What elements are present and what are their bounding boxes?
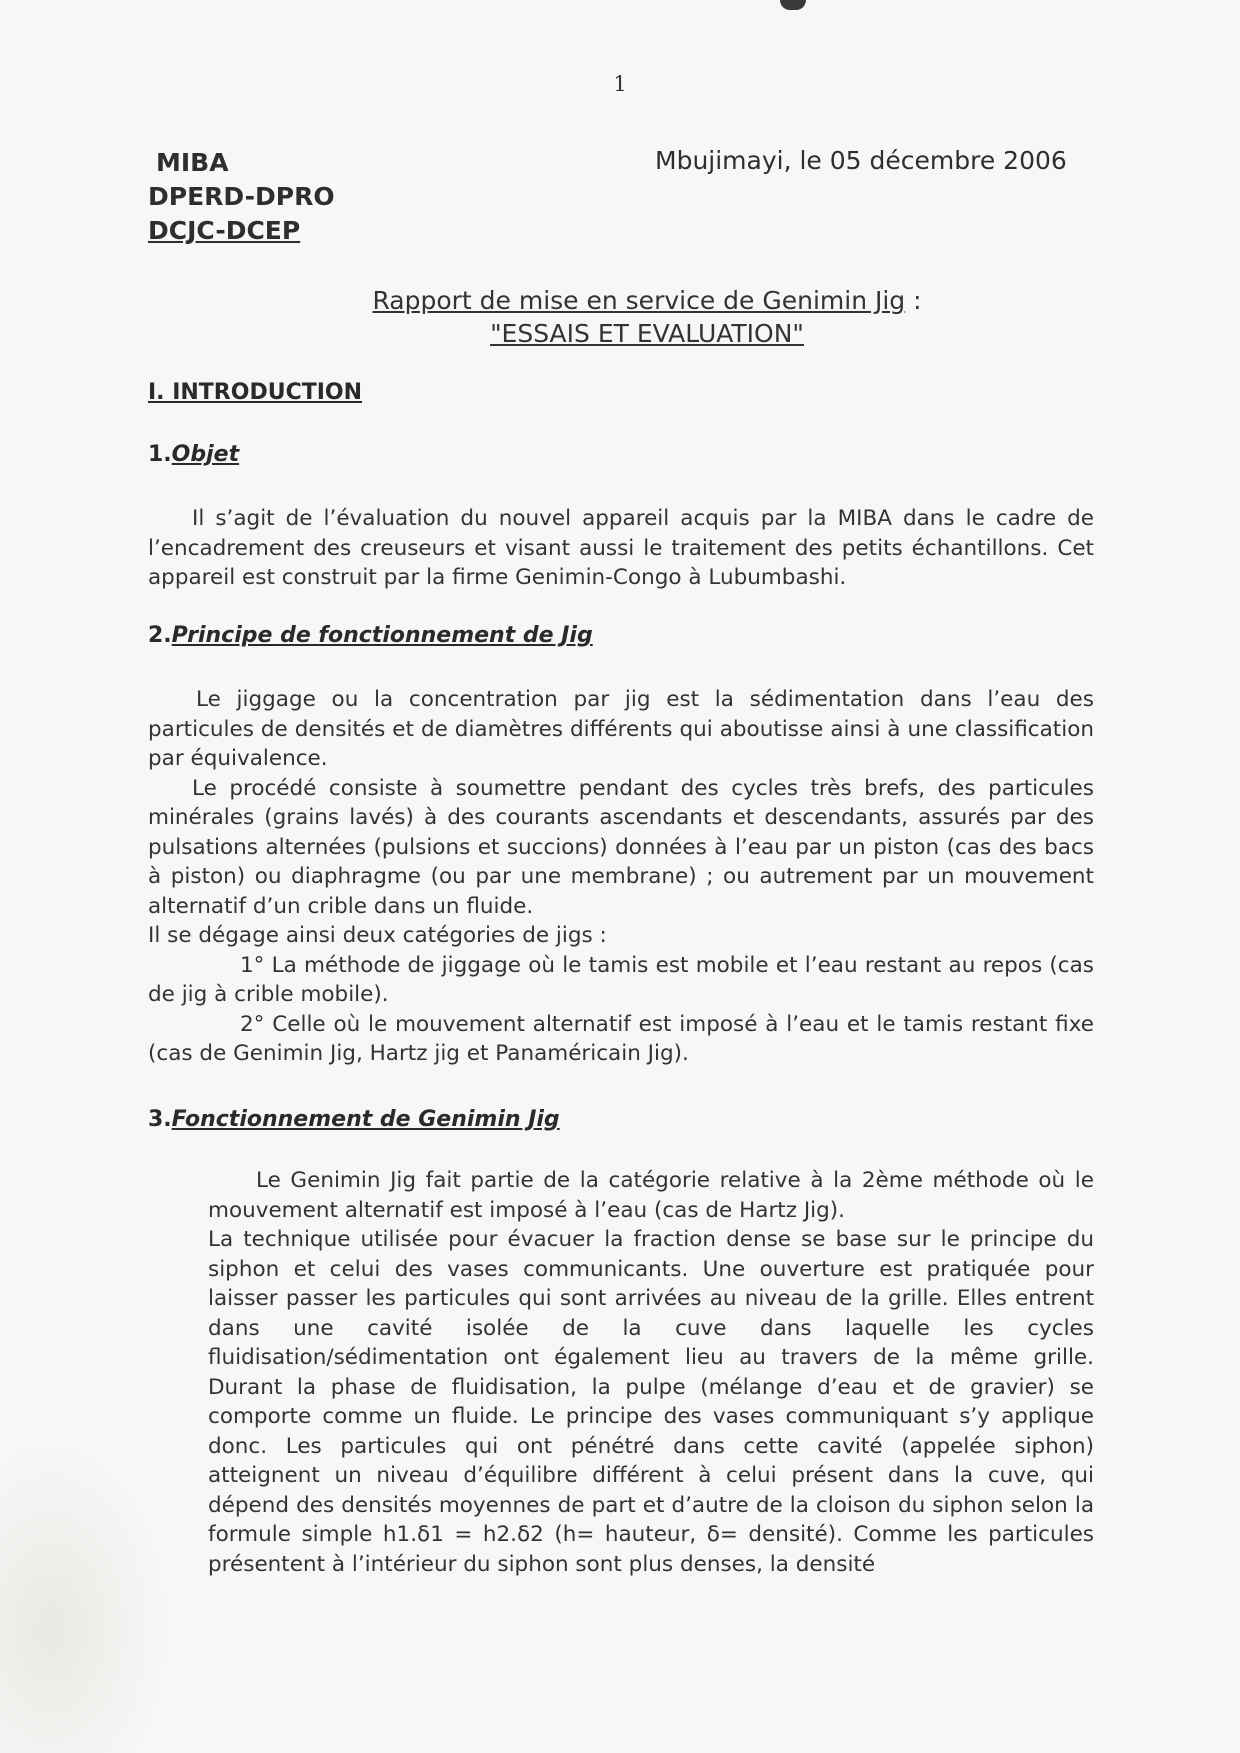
principe-item-2: 2° Celle où le mouvement alternatif est imposé à l’eau et le tamis restant fixe (cas de Genimin Jig, Hartz jig et Panaméricain Jig). (148, 1011, 1094, 1066)
subsection-number: 2. (148, 623, 172, 648)
principe-p2: Le procédé consiste à soumettre pendant des cycles très brefs, des particules minérales (grains lavés) à des courants ascendants et descendants, assurés par des pulsations alternées (pulsions et succions) données à l’eau par un piston (cas des bacs à piston) ou diaphragme (ou par une membrane) ; ou autrement par un mouvement alternatif d’un crible dans un fluide. (148, 775, 1094, 919)
objet-paragraph (148, 504, 1094, 593)
organization-block (148, 146, 335, 248)
principe-paragraphs (148, 685, 1094, 1069)
fonctionnement-paragraphs (208, 1166, 1094, 1579)
title-colon: : (905, 286, 922, 315)
subsection-number: 1. (148, 442, 172, 467)
subsection-heading-fonctionnement (148, 1107, 560, 1132)
org-line-dcjc: DCJC-DCEP (148, 216, 301, 245)
fonctionnement-p2: La technique utilisée pour évacuer la fraction dense se base sur le principe du siphon et celui des vases communicants. Une ouverture est pratiquée pour laisser passer les particules qui sont arrivées au niveau de la grille. Elles entrent dans une cavité isolée de la cuve dans laquelle les cycles fluidisation/sédimentation ont également lieu au travers de la même grille. Durant la phase de fluidisation, la pulpe (mélange d’eau et de gravier) se comporte comme un fluide. Le principe des vases communiquant s’y applique donc. Les particules qui ont pénétré dans cette cavité (appelée siphon) atteignent un niveau d’équilibre différent à celui présent dans la cuve, qui dépend des densités moyennes de part et d’autre de la cloison du siphon selon la formule simple h1.δ1 = h2.δ2 (h= hauteur, δ= densité). Comme les particules présentent à l’intérieur du siphon sont plus denses, la densité (208, 1227, 1094, 1577)
subsection-heading-principe (148, 623, 593, 648)
title-line-1: Rapport de mise en service de Genimin Jig (372, 286, 906, 315)
principe-p1: Le jiggage ou la concentration par jig est la sédimentation dans l’eau des particules de densités et de diamètres différents qui aboutisse ainsi à une classification par équivalence. (148, 687, 1094, 771)
title-line-2: "ESSAIS ET EVALUATION" (490, 319, 804, 348)
section-heading-introduction: I. INTRODUCTION (148, 380, 363, 405)
place-date: Mbujimayi, le 05 décembre 2006 (655, 146, 1067, 175)
report-title (0, 284, 1240, 350)
subsection-title: Objet (171, 442, 240, 467)
subsection-title: Principe de fonctionnement de Jig (171, 623, 593, 648)
objet-text: Il s’agit de l’évaluation du nouvel appareil acquis par la MIBA dans le cadre de l’encadrement des creuseurs et visant aussi le traitement des petits échantillons. Cet appareil est construit par la firme Genimin-Congo à Lubumbashi. (148, 506, 1094, 590)
subsection-title: Fonctionnement de Genimin Jig (171, 1107, 560, 1132)
org-line-dperd: DPERD-DPRO (148, 182, 335, 211)
punch-mark (780, 0, 806, 10)
principe-p3: Il se dégage ainsi deux catégories de jigs : (148, 923, 607, 948)
paper-stain (0, 1440, 170, 1753)
fonctionnement-p1: Le Genimin Jig fait partie de la catégorie relative à la 2ème méthode où le mouvement alternatif est imposé à l’eau (cas de Hartz Jig). (208, 1168, 1094, 1223)
page-number: 1 (613, 72, 627, 96)
principe-item-1: 1° La méthode de jiggage où le tamis est mobile et l’eau restant au repos (cas de jig à crible mobile). (148, 952, 1094, 1007)
subsection-number: 3. (148, 1107, 172, 1132)
subsection-heading-objet (148, 442, 239, 467)
org-line-miba: MIBA (156, 148, 229, 177)
